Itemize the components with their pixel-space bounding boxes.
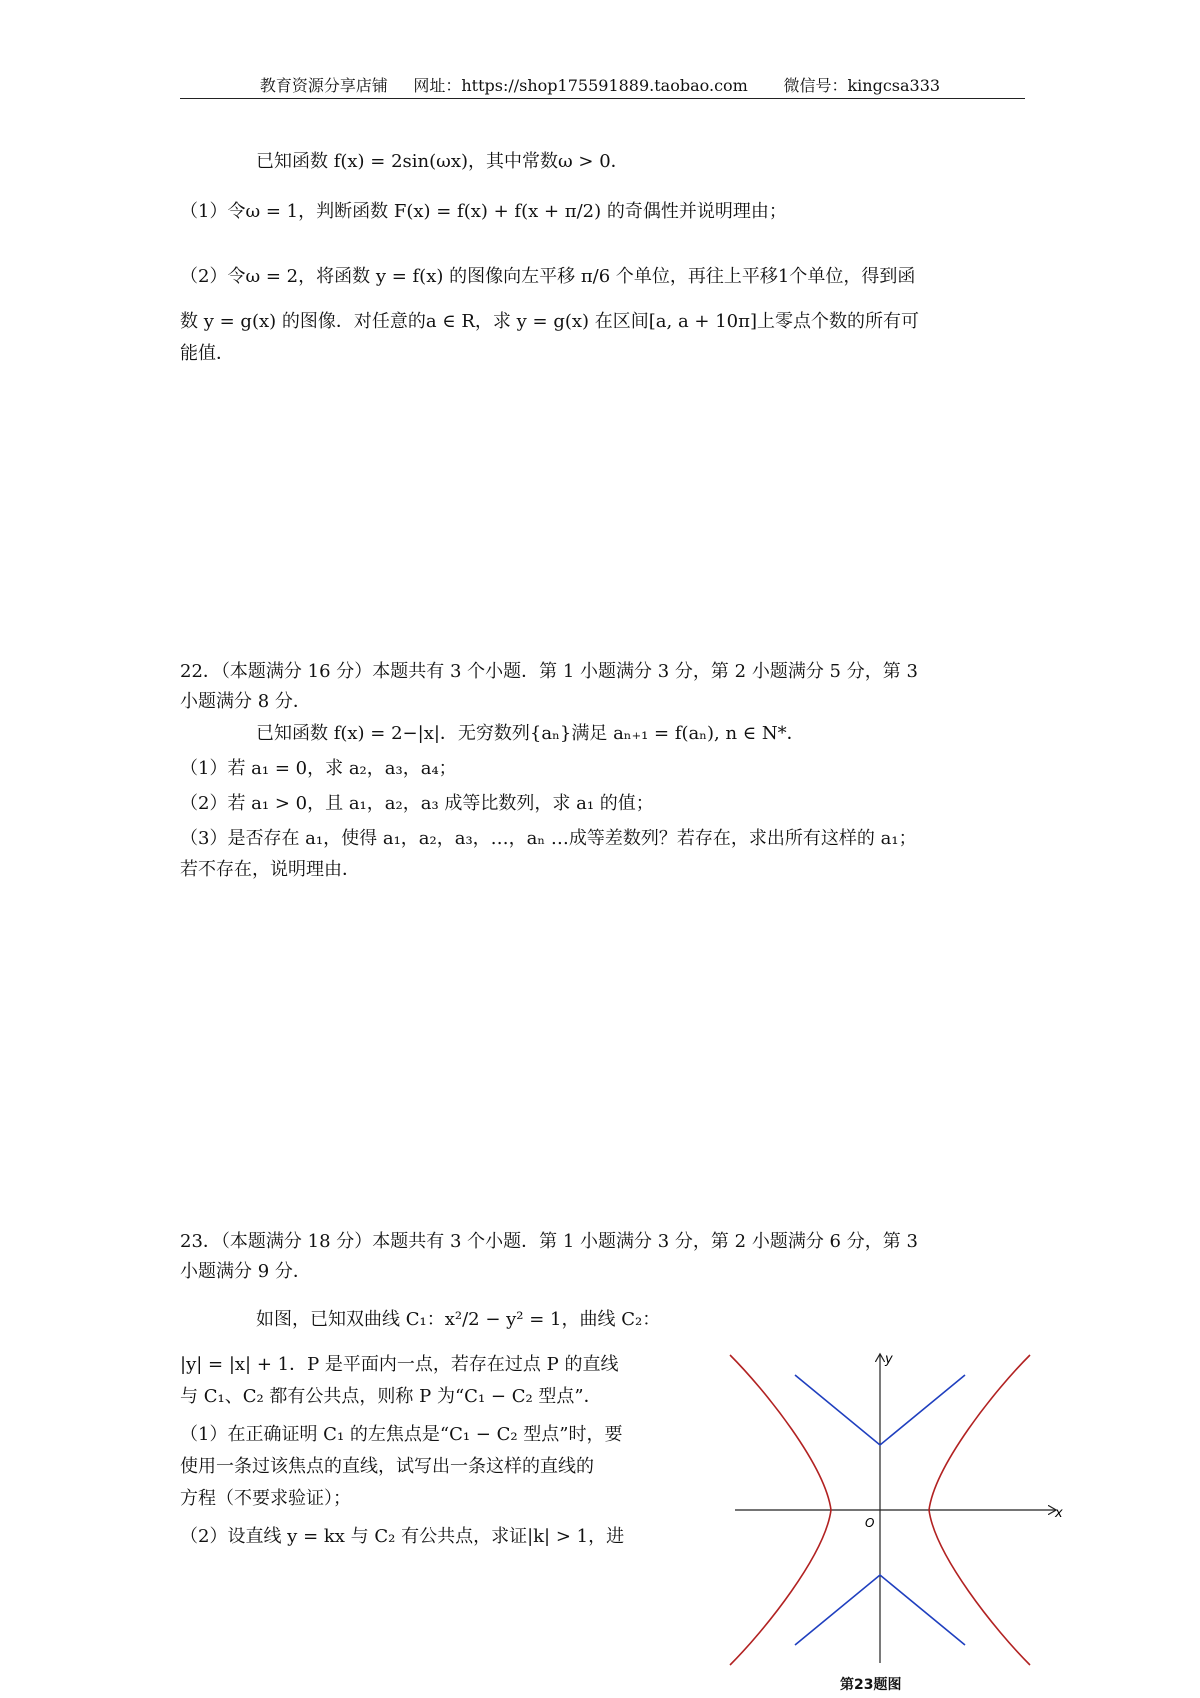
q23-figure (725, 1345, 1065, 1670)
q21-part2-line2: 数 y = g(x) 的图像．对任意的a ∈ R，求 y = g(x) 在区间[a, a + 10π]上零点个数的所有可 (180, 311, 919, 332)
q21-part2-line1: （2）令ω = 2，将函数 y = f(x) 的图像向左平移 π/6 个单位，再往上平移1个单位，得到函 (180, 266, 916, 287)
header-divider (180, 98, 1025, 99)
header-wechat: 微信号：kingcsa333 (783, 76, 941, 95)
q21-part2-line3: 能值． (180, 343, 234, 364)
q23-part1-line1: （1）在正确证明 C₁ 的左焦点是“C₁ − C₂ 型点”时，要 (180, 1424, 623, 1445)
q23-heading-line1: 23．（本题满分 18 分）本题共有 3 个小题．第 1 小题满分 3 分，第 2 小题满分 6 分，第 3 (180, 1231, 918, 1252)
q22-part2: （2）若 a₁ > 0，且 a₁，a₂，a₃ 成等比数列，求 a₁ 的值； (180, 793, 654, 814)
q23-part2-line1: （2）设直线 y = kx 与 C₂ 有公共点，求证|k| > 1，进 (180, 1526, 625, 1547)
q22-part3-line1: （3）是否存在 a₁，使得 a₁，a₂，a₃，…，aₙ …成等差数列？若存在，求出所有这样的 a₁； (180, 828, 917, 849)
header-shop: 教育资源分享店铺 (259, 76, 388, 95)
q23-heading-line2: 小题满分 9 分． (180, 1261, 311, 1282)
q22-intro: 已知函数 f(x) = 2−|x|．无穷数列{aₙ}满足 aₙ₊₁ = f(aₙ), n ∈ N*． (256, 723, 805, 744)
q23-intro-line1: 如图，已知双曲线 C₁：x²/2 − y² = 1，曲线 C₂： (256, 1309, 661, 1330)
q21-part1: （1）令ω = 1，判断函数 F(x) = f(x) + f(x + π/2) 的奇偶性并说明理由； (180, 201, 787, 222)
q22-part3-line2: 若不存在，说明理由． (180, 859, 360, 880)
q23-part1-line2: 使用一条过该焦点的直线，试写出一条这样的直线的 (180, 1456, 594, 1477)
q23-part1-line3: 方程（不要求验证）； (180, 1488, 351, 1509)
origin-label: O (865, 1516, 875, 1530)
page-header (180, 74, 1020, 98)
figure-caption: 第23题图 (840, 1677, 902, 1693)
q21-intro: 已知函数 f(x) = 2sin(ωx)，其中常数ω > 0． (256, 151, 629, 172)
q22-heading-line2: 小题满分 8 分． (180, 691, 311, 712)
header-url: 网址：https://shop175591889.taobao.com (413, 76, 748, 95)
q22-heading-line1: 22．（本题满分 16 分）本题共有 3 个小题．第 1 小题满分 3 分，第 2 小题满分 5 分，第 3 (180, 661, 918, 682)
y-axis-label: y (885, 1352, 893, 1367)
q22-part1: （1）若 a₁ = 0，求 a₂，a₃，a₄； (180, 758, 457, 779)
q23-intro-line2: |y| = |x| + 1．P 是平面内一点，若存在过点 P 的直线 (180, 1354, 619, 1375)
q23-intro-line3: 与 C₁、C₂ 都有公共点，则称 P 为“C₁ − C₂ 型点”． (180, 1386, 602, 1407)
x-axis-label: x (1055, 1506, 1063, 1521)
